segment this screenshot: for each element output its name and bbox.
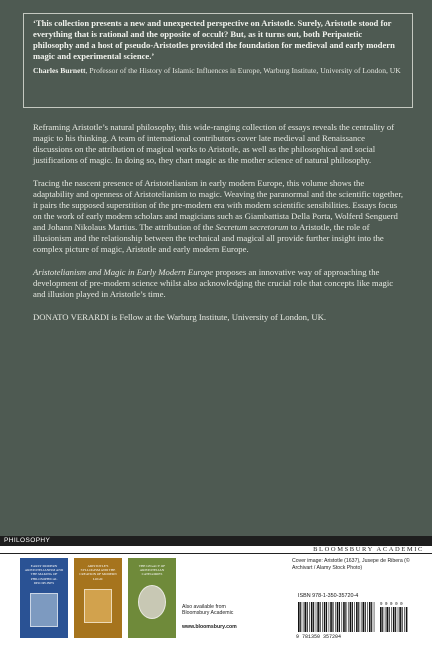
isbn-number: ISBN 978-1-350-35720-4: [298, 593, 359, 599]
barcode-bar: [382, 607, 383, 632]
barcode-bar: [303, 602, 304, 632]
barcode-graphic: [294, 600, 410, 640]
barcode-bar: [307, 602, 308, 632]
barcode-bar: [356, 602, 358, 632]
barcode-bar: [322, 602, 323, 632]
related-book-3-title: THE LEGACY OF ARISTOTELIAN CATEGORIES: [138, 564, 166, 577]
endorser-name: Charles Burnett: [33, 66, 86, 76]
barcode-bar: [406, 607, 408, 632]
barcode-bar: [402, 607, 403, 632]
cover-image-credit: Cover image: Aristotle (1637), Jusepe de Ribera (© Archivart / Alamy Stock Photo): [292, 558, 410, 571]
barcode-bar: [393, 607, 395, 632]
also-available-text: Also available from Bloomsbury Academic: [182, 604, 234, 617]
paragraph-3-end: proposes an innovative way of approaching the development of pre-modern science whilst also acknowledging the crucial role that concepts like magic and illusion played in Aristotle’s time.: [33, 267, 394, 299]
paragraph-2-lead: Tracing the nascent presence of Aristotelianism in early modern Europe, this volume shows the adaptability and openness of Aristotelianism to magic. Weaving the paranormal and the scientific together, it pairs the supposed superstition of the pre-modern era with modern scientific sensibilities. Essays focus on the work of early modern scholars and magicians such as Giambattista Della Porta, Wolferd Senguerd and Johann Nikolaus Martius. The attribution of the: [33, 178, 404, 232]
barcode-bar: [369, 602, 371, 632]
barcode-bar: [361, 602, 362, 632]
related-book-2-title: ARISTOTLE'S SYLLOGISM AND THE CREATION OF MODERN LOGIC: [79, 564, 117, 581]
barcode-bar: [298, 602, 300, 632]
barcode-bar: [391, 607, 392, 632]
barcode-bar: [389, 607, 390, 632]
endorsement-attribution: [33, 66, 403, 76]
barcode-bar: [339, 602, 340, 632]
barcode-bar: [398, 607, 399, 632]
barcode-bar: [358, 602, 359, 632]
barcode-bar: [320, 602, 321, 632]
publisher-website-link[interactable]: www.bloomsbury.com: [182, 624, 237, 630]
barcode-bar: [313, 602, 314, 632]
author-name: DONATO VERARDI: [33, 312, 110, 322]
barcode-bar: [385, 607, 386, 632]
barcode-bar: [399, 607, 401, 632]
endorser-affiliation: , Professor of the History of Islamic Influences in Europe, Warburg Institute, University of London, UK: [85, 66, 401, 76]
barcode-bar: [386, 607, 388, 632]
barcode-bar: [404, 607, 405, 632]
barcode-bar: [345, 602, 346, 632]
barcode-bar: [300, 602, 301, 632]
barcode-bar: [365, 602, 366, 632]
barcode-bar: [332, 602, 333, 632]
barcode-bar: [311, 602, 313, 632]
book-cover-image: [84, 589, 112, 623]
barcode-bar: [335, 602, 336, 632]
author-bio-text: is Fellow at the Warburg Institute, University of London, UK.: [109, 312, 327, 322]
barcode-bar: [374, 602, 375, 632]
barcode-bar: [354, 602, 355, 632]
barcode-addon-digits: 9 0 0 0 0: [380, 603, 403, 607]
barcode-bar: [343, 602, 345, 632]
description-paragraph-3: [33, 267, 405, 300]
related-book-1[interactable]: [20, 558, 68, 638]
barcode-bar: [304, 602, 306, 632]
description-paragraph-1: Reframing Aristotle’s natural philosophy, this wide-ranging collection of essays reveals the centrality of magic to his thinking. A team of international contributors cover late medieval and Renaissance discussions on the attribution of magical works to Aristotle, as well as the philosophical and social justifications of magic. In doing so, they chart magic as the mother science of natural philosophy.: [33, 122, 395, 165]
related-book-2[interactable]: [74, 558, 122, 638]
related-book-3[interactable]: [128, 558, 176, 638]
barcode-bar: [348, 602, 349, 632]
barcode-bar: [337, 602, 339, 632]
barcode-bar: [324, 602, 326, 632]
barcode-bar: [317, 602, 319, 632]
barcode-bar: [309, 602, 310, 632]
barcode-bar: [316, 602, 317, 632]
author-bio: [33, 312, 405, 323]
secretum-title: Secretum secretorum: [215, 222, 289, 232]
barcode-bar: [350, 602, 352, 632]
barcode-bar: [380, 607, 382, 632]
description-paragraph-2: [33, 178, 405, 255]
book-title-italic: Aristotelianism and Magic in Early Modern Europe: [33, 267, 214, 277]
category-label: PHILOSOPHY: [4, 537, 51, 544]
endorsement-quote: ‘This collection presents a new and unexpected perspective on Aristotle. Surely, Aristotle stood for everything that is rational and the opposite of occult? But, as it turns out, both Peripatetic philosophy and a host of pseudo-Aristotles provided the foundation for medieval and early modern magic and experimental science.’: [33, 18, 395, 62]
barcode-bars: [298, 602, 374, 632]
category-strip: [0, 536, 432, 546]
barcode-addon-bars: [380, 607, 407, 632]
barcode-bar: [395, 607, 396, 632]
barcode-bar: [352, 602, 353, 632]
related-book-1-title: EARLY MODERN ARISTOTELIANISM AND THE MAKING OF PHILOSOPHICAL DISCIPLINES: [24, 564, 64, 585]
related-books: [20, 558, 180, 640]
barcode-bar: [342, 602, 343, 632]
book-description: [33, 122, 405, 335]
barcode-digits: 9 781350 357204: [296, 634, 342, 640]
publisher-name: BLOOMSBURY ACADEMIC: [313, 546, 424, 553]
barcode-bar: [367, 602, 368, 632]
barcode-bar: [326, 602, 327, 632]
barcode-bar: [330, 602, 332, 632]
endorsement-quote-box: [23, 13, 413, 108]
paragraph-2-end: to Aristotle, the role of illusionism and the relationship between the technical and magical all provide further insight into the complex picture of magic, Aristotle and early modern Europe.: [33, 222, 384, 254]
barcode-bar: [363, 602, 365, 632]
barcode-bar: [371, 602, 372, 632]
book-cover-image: [30, 593, 58, 627]
barcode-bar: [329, 602, 330, 632]
book-cover-image: [138, 585, 166, 619]
